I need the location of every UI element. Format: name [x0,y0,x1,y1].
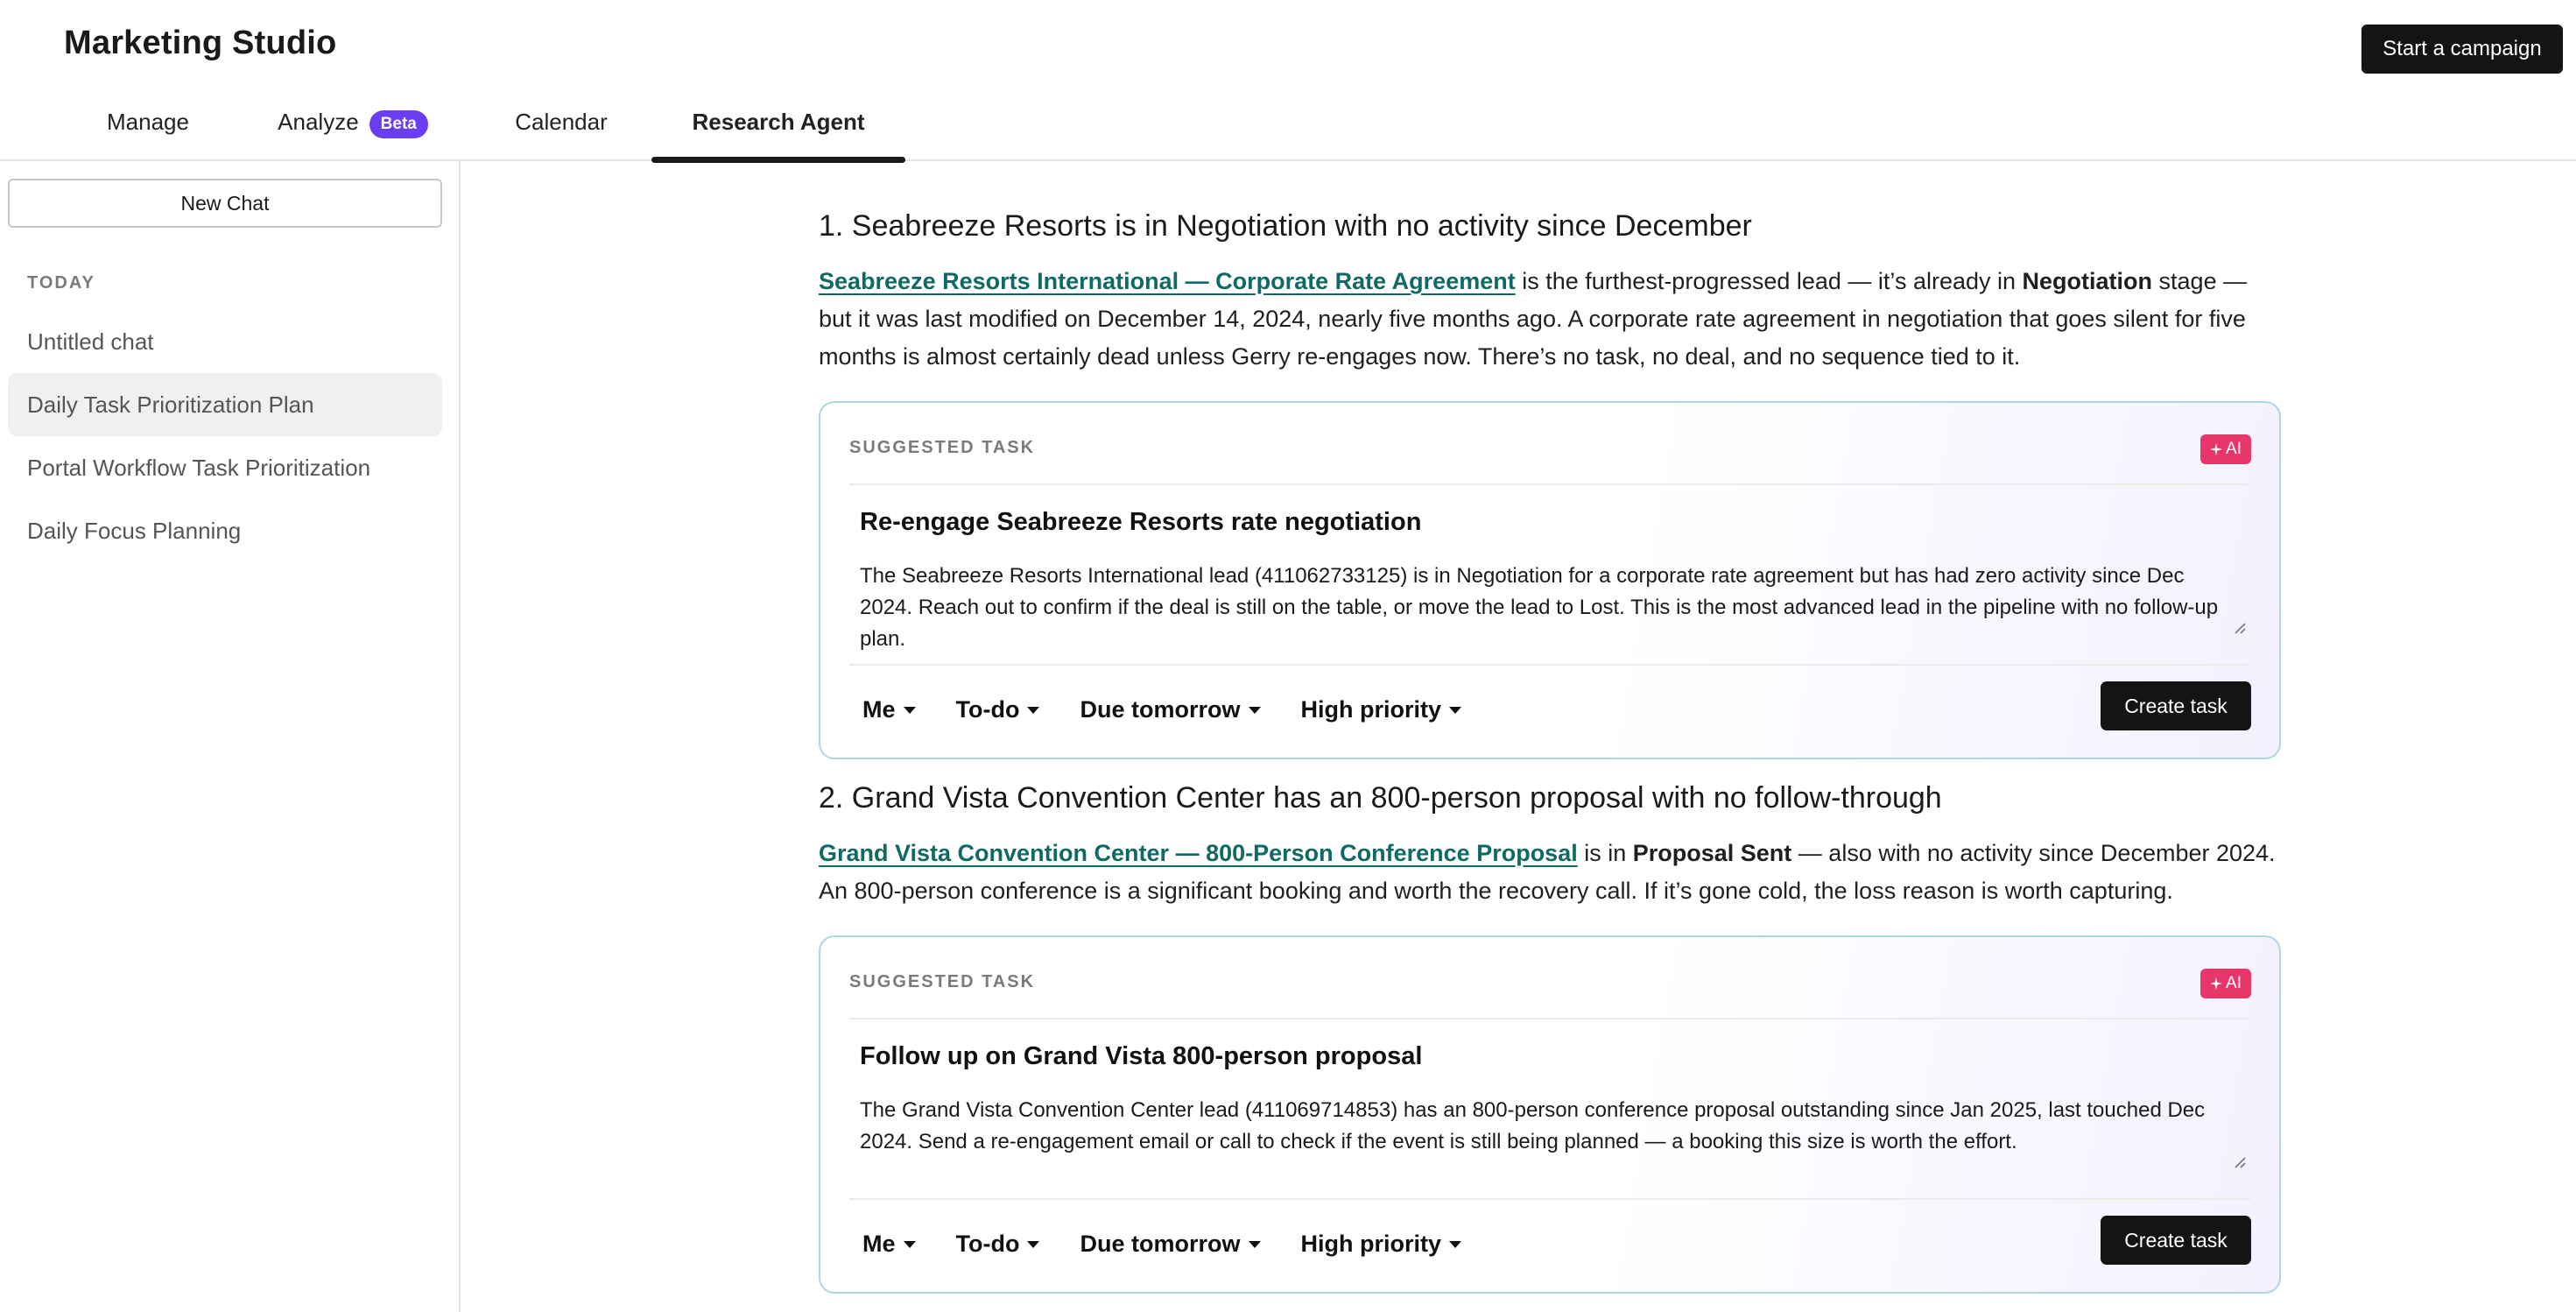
tab-label: Calendar [515,109,608,135]
suggested-task-card [819,401,2281,759]
chevron-down-icon [904,1241,916,1248]
dropdown-value: High priority [1300,695,1441,723]
chat-item-label: Untitled chat [27,328,154,355]
tab-analyze[interactable] [263,103,443,161]
tab-label: Research Agent [692,109,865,135]
dropdown-value: Me [862,695,896,723]
tab-label: Manage [107,109,189,135]
task-controls [862,692,1502,727]
sparkle-icon [2210,443,2222,455]
chevron-down-icon [904,707,916,714]
section-paragraph [819,835,2281,910]
chat-item-label: Daily Task Prioritization Plan [27,391,314,418]
chevron-down-icon [1249,1241,1261,1248]
sparkle-icon [2210,977,2222,990]
section-heading: 2. Grand Vista Convention Center has an 800-person proposal with no follow-through [819,781,1942,815]
create-task-button[interactable]: Create task [2101,1216,2251,1265]
chevron-down-icon [1027,707,1039,714]
section-heading: 1. Seabreeze Resorts is in Negotiation with no activity since December [819,209,1752,243]
chat-item[interactable] [8,310,442,373]
chevron-down-icon [1249,707,1261,714]
top-header [0,0,2576,161]
priority-dropdown[interactable] [1301,696,1462,723]
dropdown-value: To-do [955,695,1020,723]
due-date-dropdown[interactable] [1080,696,1260,723]
task-type-dropdown[interactable] [956,1231,1040,1258]
suggested-task-card [819,935,2281,1294]
task-title: Re-engage Seabreeze Resorts rate negotiation [860,508,1422,536]
resize-grip-icon[interactable] [2232,620,2246,634]
paragraph-text: is the furthest-progressed lead — it’s already in [1515,268,2023,294]
chevron-down-icon [1449,1241,1461,1248]
tab-manage[interactable] [89,103,207,161]
chat-item-label: Portal Workflow Task Prioritization [27,454,371,481]
lead-link[interactable]: Grand Vista Convention Center — 800-Person Conference Proposal [819,840,1578,866]
tab-research-agent[interactable] [651,103,905,161]
paragraph-text: is in [1577,840,1633,866]
chevron-down-icon [1027,1241,1039,1248]
app-title: Marketing Studio [64,25,337,61]
card-label: SUGGESTED TASK [849,438,1036,457]
chevron-down-icon [1449,707,1461,714]
new-chat-button[interactable]: New Chat [8,179,442,228]
assignee-dropdown[interactable] [862,1231,916,1258]
section-paragraph [819,263,2281,376]
stage-name: Negotiation [2022,268,2153,294]
start-campaign-button[interactable]: Start a campaign [2361,25,2563,74]
paragraph-text: stage — but it was last modified on December 14, 2024, nearly five months ago. A corporate rate agreement in negotiation that goes silent for five months is almost certainly dead unless Gerry re-engages now. There’s no task, no deal, and no sequence tied to it. [819,268,2248,370]
card-divider [849,1198,2250,1200]
task-description-field[interactable]: The Grand Vista Convention Center lead (411069714853) has an 800-person conference proposal outstanding since Jan 2025, last touched Dec 2024. Send a re-engagement email or call to check if the event is still being planned — a booking this size is worth the effort. [860,1098,2206,1153]
chat-item[interactable] [8,436,442,499]
dropdown-value: To-do [955,1230,1020,1257]
stage-name: Proposal Sent [1632,840,1792,866]
create-task-button[interactable]: Create task [2101,681,2251,730]
beta-badge: Beta [370,110,428,138]
ai-badge-label: AI [2226,974,2242,992]
dropdown-value: Due tomorrow [1080,695,1241,723]
paragraph-text: — also with no activity since December 2024. An 800-person conference is a significant booking and worth the recovery call. If it’s gone cold, the loss reason is worth capturing. [819,840,2276,904]
ai-badge-label: AI [2226,440,2242,458]
chat-item[interactable] [8,499,442,562]
section-label-today: TODAY [27,273,95,293]
chat-sidebar [0,161,461,1312]
dropdown-value: High priority [1300,1230,1441,1257]
task-title: Follow up on Grand Vista 800-person proposal [860,1042,1423,1070]
dropdown-value: Due tomorrow [1080,1230,1241,1257]
resize-grip-icon[interactable] [2232,1154,2246,1168]
task-controls [862,1226,1502,1261]
chat-item-selected[interactable] [8,373,442,436]
due-date-dropdown[interactable] [1080,1231,1260,1258]
assignee-dropdown[interactable] [862,696,916,723]
priority-dropdown[interactable] [1301,1231,1462,1258]
card-divider [849,664,2250,666]
card-label: SUGGESTED TASK [849,972,1036,991]
task-type-dropdown[interactable] [956,696,1040,723]
lead-link[interactable]: Seabreeze Resorts International — Corporate Rate Agreement [819,268,1516,294]
tab-label: Analyze [278,109,359,135]
ai-badge [2200,969,2251,998]
chat-item-label: Daily Focus Planning [27,517,242,544]
ai-badge [2200,434,2251,464]
card-divider [849,483,2250,485]
tab-calendar[interactable] [500,103,623,161]
task-description-field[interactable]: The Seabreeze Resorts International lead (411062733125) is in Negotiation for a corporate rate agreement but has had zero activity since Dec 2024. Reach out to confirm if the deal is still on the table, or move the lead to Lost. This is the most advanced lead in the pipeline with no follow-up plan. [860,564,2219,651]
dropdown-value: Me [862,1230,896,1257]
card-divider [849,1018,2250,1019]
